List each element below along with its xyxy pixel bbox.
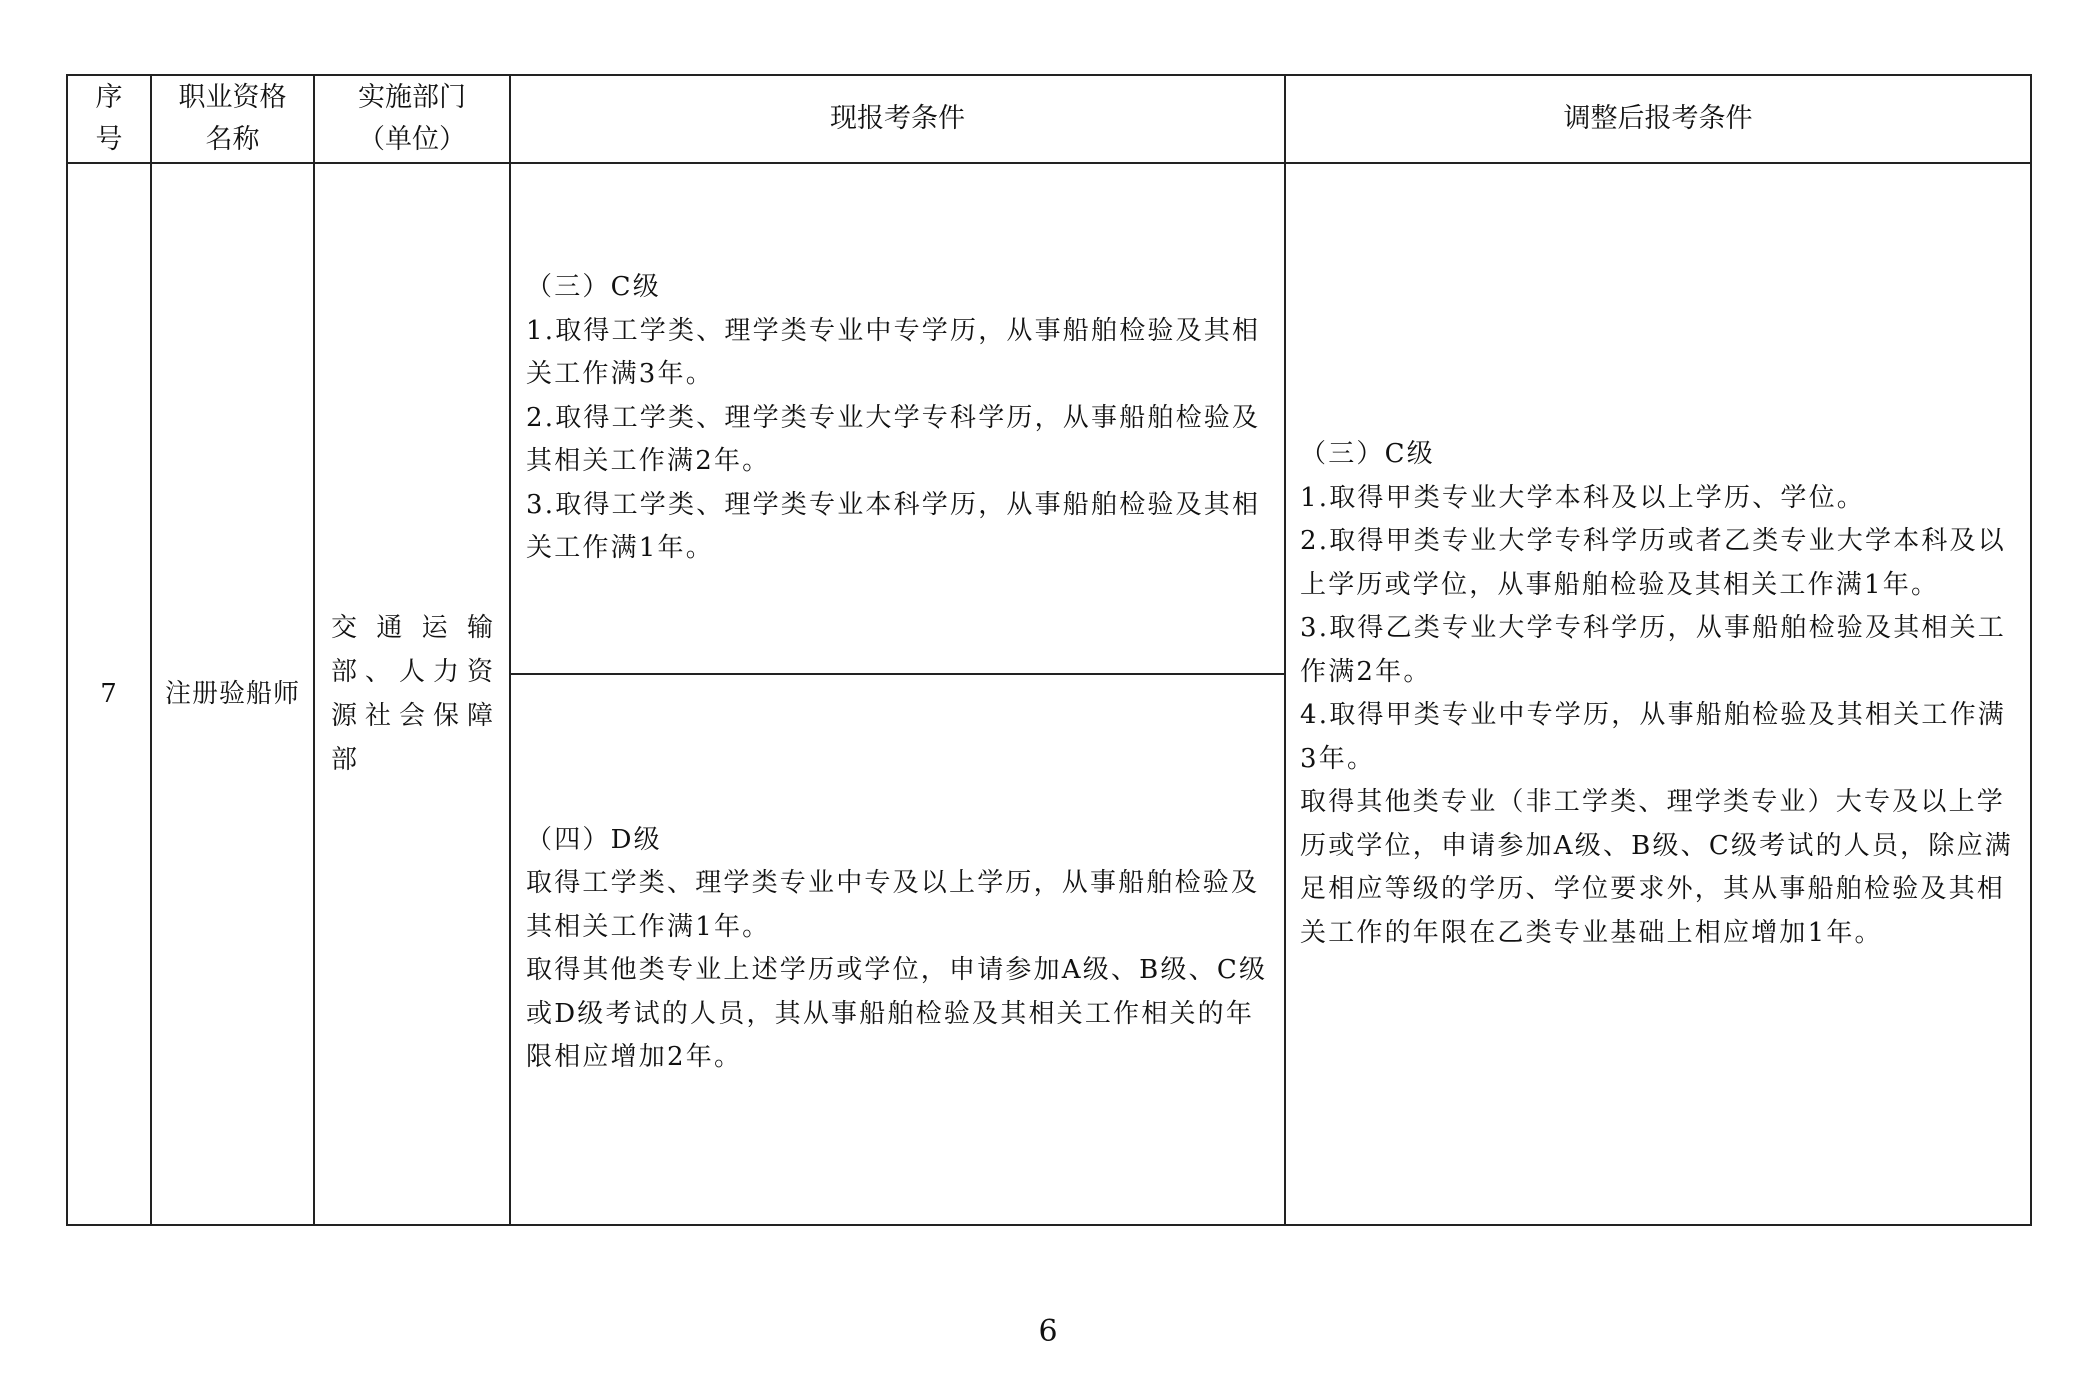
- current-d-item-2: 取得其他类专业上述学历或学位，申请参加A级、B级、C级或D级考试的人员，其从事船舶检验及其相关工作相关的年限相应增加2年。: [526, 955, 1268, 1073]
- header-name: [151, 75, 314, 163]
- current-c-item-2: 2.取得工学类、理学类专业大学专科学历，从事船舶检验及其相关工作满2年。: [526, 402, 1261, 477]
- qualification-name: 注册验船师: [151, 163, 314, 1225]
- current-d-title: （四）D级: [526, 824, 662, 855]
- adjusted-c-title: （三）C级: [1300, 439, 1435, 469]
- adjusted-c-level-cell: [1285, 163, 2031, 1225]
- implementing-department: 交通运输部、人力资源社会保障部: [314, 163, 510, 1225]
- header-row: [67, 75, 2031, 163]
- header-name-line-1: 职业资格: [178, 82, 287, 113]
- current-d-level-cell: [510, 674, 1285, 1225]
- qualification-table: [66, 74, 2032, 1226]
- current-c-item-1: 1.取得工学类、理学类专业中专学历，从事船舶检验及其相关工作满3年。: [526, 315, 1261, 390]
- current-c-title: （三）C级: [526, 272, 661, 303]
- header-no-line-2: 号: [95, 124, 123, 155]
- header-dept-line-2: （单位）: [358, 124, 466, 155]
- adjusted-c-item-1: 1.取得甲类专业大学本科及以上学历、学位。: [1300, 482, 1866, 513]
- current-d-item-1: 取得工学类、理学类专业中专及以上学历，从事船舶检验及其相关工作满1年。: [526, 868, 1260, 942]
- header-name-line-2: 名称: [205, 124, 260, 155]
- header-dept-line-1: 实施部门: [358, 82, 466, 113]
- adjusted-c-item-5: 取得其他类专业（非工学类、理学类专业）大专及以上学历或学位，申请参加A级、B级、C级考试的人员，除应满足相应等级的学历、学位要求外，其从事船舶检验及其相关工作的年限在乙类专业基础上相应增加1年。: [1300, 787, 2013, 948]
- adjusted-c-item-2: 2.取得甲类专业大学专科学历或者乙类专业大学本科及以上学历或学位，从事船舶检验及其相关工作满1年。: [1300, 526, 2007, 600]
- current-c-level-cell: [510, 163, 1285, 674]
- row-number: 7: [67, 163, 151, 1225]
- header-no: [67, 75, 151, 163]
- header-no-line-1: 序: [95, 82, 123, 113]
- current-c-item-3: 3.取得工学类、理学类专业本科学历，从事船舶检验及其相关工作满1年。: [526, 489, 1261, 564]
- page-number: 6: [1038, 1314, 1058, 1349]
- header-current-conditions: 现报考条件: [510, 75, 1285, 163]
- adjusted-c-item-4: 4.取得甲类专业中专学历，从事船舶检验及其相关工作满3年。: [1300, 700, 2007, 774]
- table-row: [67, 163, 2031, 674]
- header-dept: [314, 75, 510, 163]
- adjusted-c-item-3: 3.取得乙类专业大学专科学历，从事船舶检验及其相关工作满2年。: [1300, 613, 2007, 687]
- header-adjusted-conditions: 调整后报考条件: [1285, 75, 2031, 163]
